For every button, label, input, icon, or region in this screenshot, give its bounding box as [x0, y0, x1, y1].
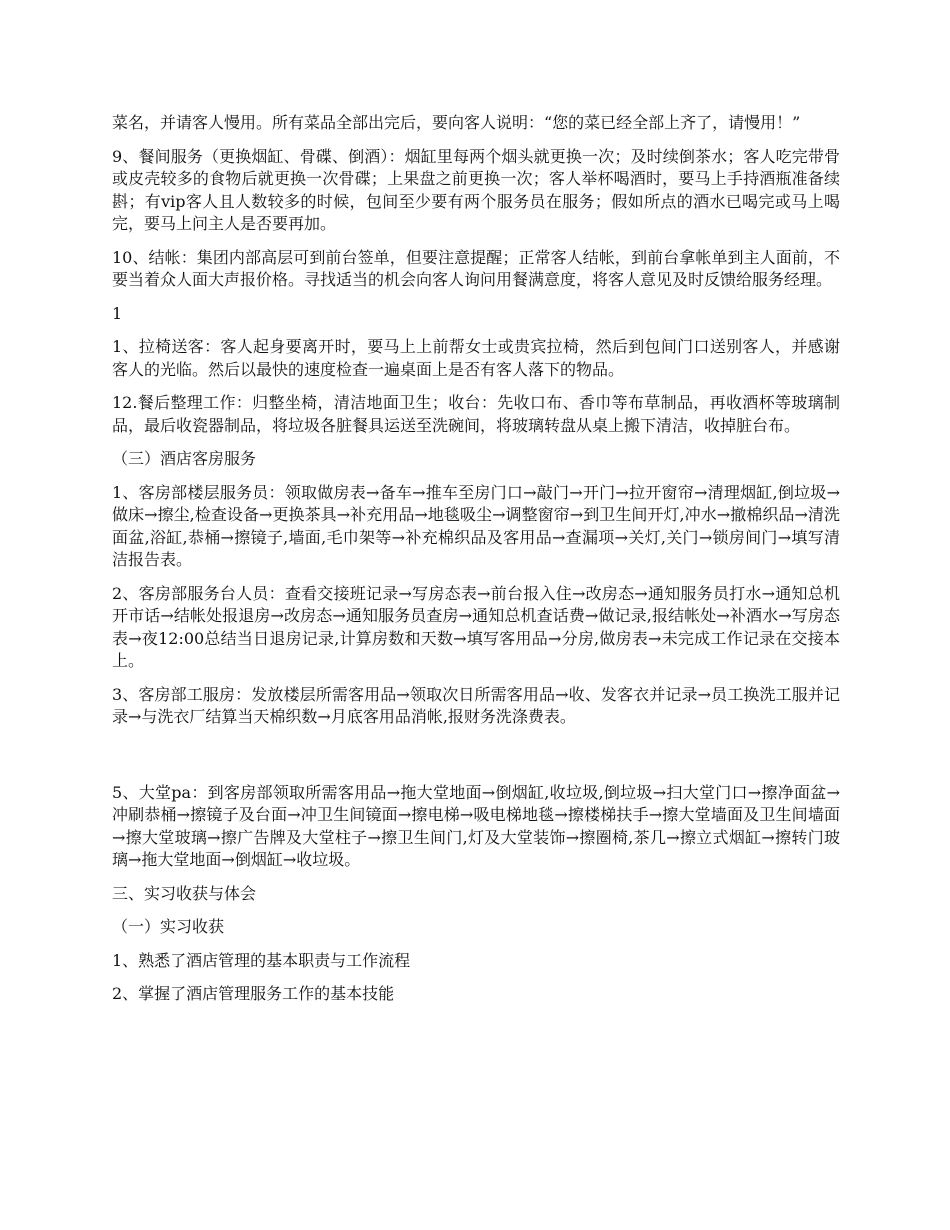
paragraph-harvest-2: 2、掌握了酒店管理服务工作的基本技能: [112, 984, 395, 1003]
document-page: [112, 112, 840, 1017]
section-heading-rooms: （三）酒店客房服务: [112, 449, 257, 468]
paragraph-floor-attendant: 1、客房部楼层服务员：领取做房表→备车→推车至房门口→敲门→开门→拉开窗帘→清理烟缸,倒垃圾→做床→擦尘,检查设备→更换茶具→补充用品→地毯吸尘→调整窗帘→到卫生间开灯,冲水→撤棉织品→清洗面盆,浴缸,恭桶→擦镜子,墙面,毛巾架等→补充棉织品及客用品→查漏项→关灯,关门→锁房间门→填写清洁报告表。: [112, 482, 840, 569]
paragraph-service-desk: 2、客房部服务台人员：查看交接班记录→写房态表→前台报入住→改房态→通知服务员打水→通知总机开市话→结帐处报退房→改房态→通知服务员查房→通知总机查话费→做记录,报结帐处→补酒水→写房态表→夜12:00总结当日退房记录,计算房数和天数→填写客用品→分房,做房表→未完成工作记录在交接本上。: [112, 583, 840, 670]
paragraph-checkout: 10、结帐：集团内部高层可到前台签单，但要注意提醒；正常客人结帐，到前台拿帐单到主人面前，不要当着众人面大声报价格。寻找适当的机会向客人询问用餐满意度，将客人意见及时反馈给服务经理。: [112, 247, 840, 289]
paragraph-number: 1: [112, 303, 123, 323]
paragraph-seeing-off: 1、拉椅送客：客人起身要离开时，要马上上前帮女士或贵宾拉椅，然后到包间门口送别客人，并感谢客人的光临。然后以最快的速度检查一遍桌面上是否有客人落下的物品。: [112, 337, 840, 379]
paragraph-uniform-room: 3、客房部工服房：发放楼层所需客用品→领取次日所需客用品→收、发客衣并记录→员工换洗工服并记录→与洗衣厂结算当天棉织数→月底客用品消帐,报财务洗涤费表。: [112, 684, 840, 726]
section-heading-harvest: 三、实习收获与体会: [112, 883, 257, 903]
paragraph-lobby-pa: 5、大堂pa：到客房部领取所需客用品→拖大堂地面→倒烟缸,收垃圾,倒垃圾→扫大堂门口→擦净面盆→冲刷恭桶→擦镜子及台面→冲卫生间镜面→擦电梯→吸电梯地毯→擦楼梯扶手→擦大堂墙面及卫生间墙面→擦大堂玻璃→擦广告牌及大堂柱子→擦卫生间门,灯及大堂装饰→擦圈椅,茶几→擦立式烟缸→擦转门玻璃→拖大堂地面→倒烟缸→收垃圾。: [112, 782, 840, 869]
paragraph-cleanup: 12.餐后整理工作：归整坐椅，清洁地面卫生；收台：先收口布、香巾等布草制品，再收酒杯等玻璃制品，最后收瓷器制品，将垃圾各脏餐具运送至洗碗间，将玻璃转盘从桌上搬下清洁，收掉脏台布。: [112, 393, 840, 435]
paragraph-harvest-1: 1、熟悉了酒店管理的基本职责与工作流程: [112, 950, 411, 970]
subsection-heading-harvest: （一）实习收获: [112, 917, 225, 936]
paragraph-dish-serving: 菜名，并请客人慢用。所有菜品全部出完后，要向客人说明：“您的菜已经全部上齐了，请慢用！”: [112, 113, 801, 132]
paragraph-table-service: 9、餐间服务（更换烟缸、骨碟、倒酒）：烟缸里每两个烟头就更换一次；及时续倒茶水；客人吃完带骨或皮壳较多的食物后就更换一次骨碟；上果盘之前更换一次；客人举杯喝酒时，要马上手持酒瓶准备续斟；有vip客人且人数较多的时候，包间至少要有两个服务员在服务；假如所点的酒水已喝完或马上喝完，要马上问主人是否要再加。: [112, 146, 840, 233]
blank-gap: [112, 740, 840, 782]
